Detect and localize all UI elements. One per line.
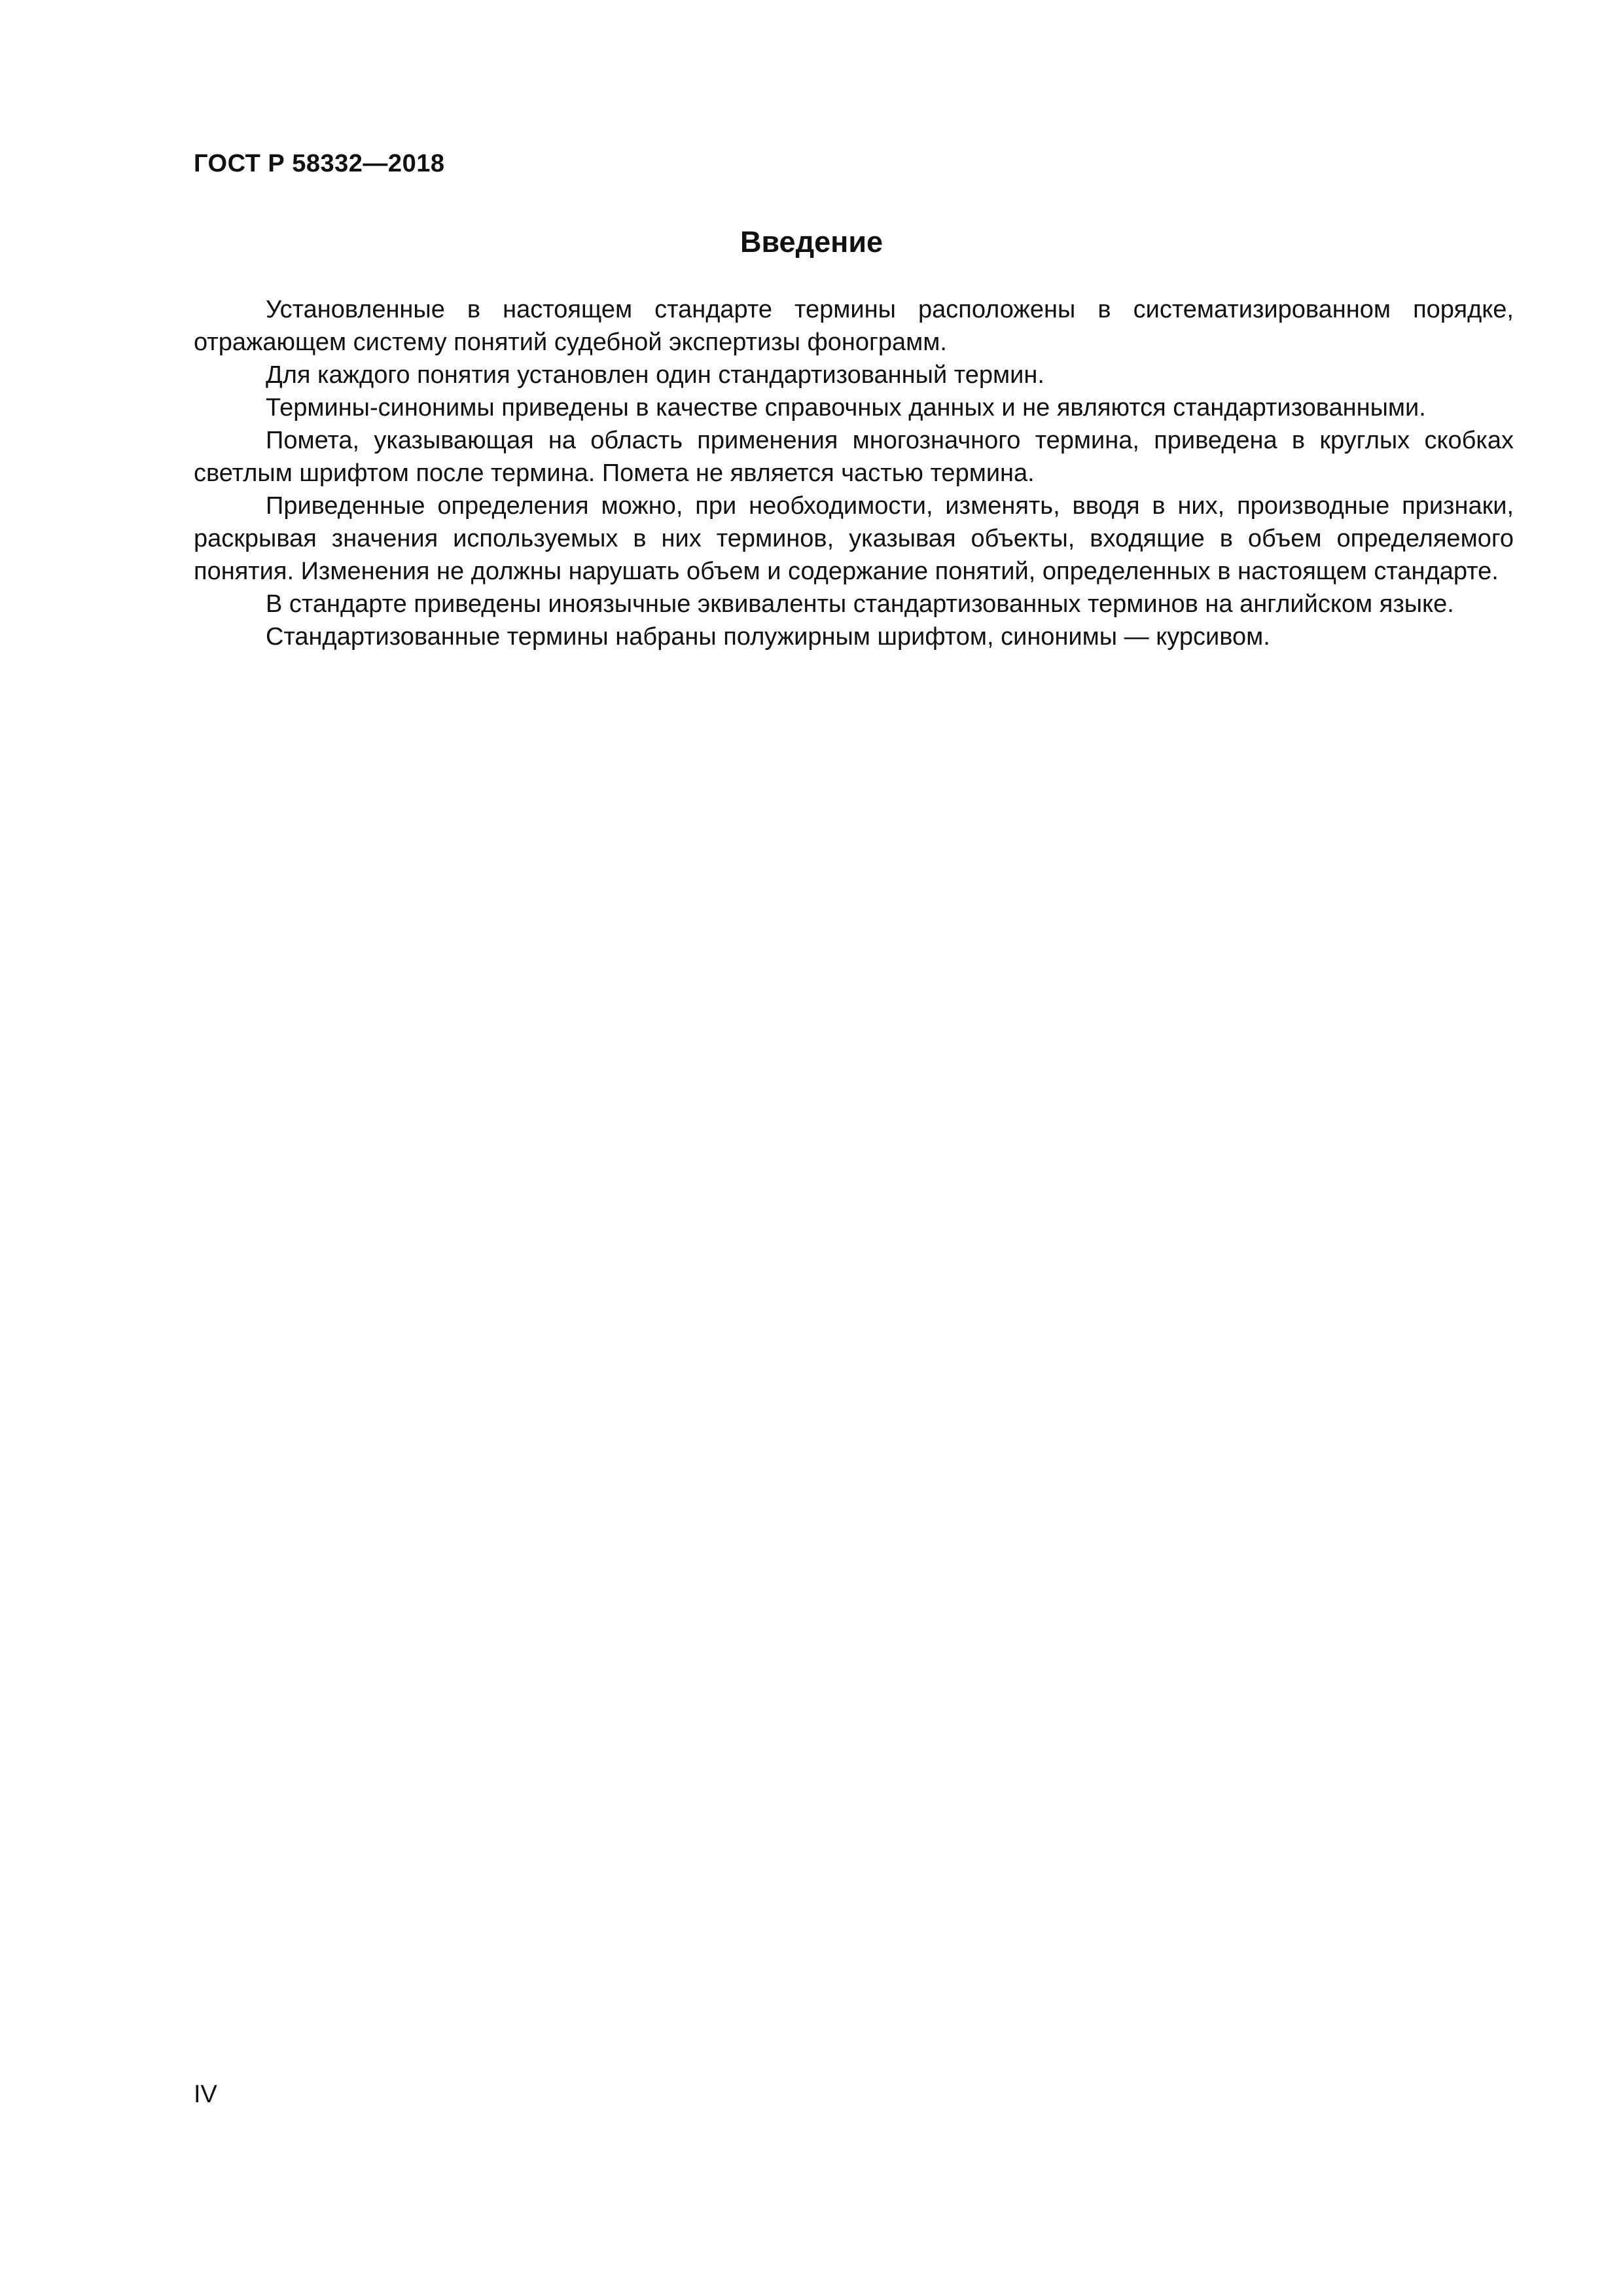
- paragraph: В стандарте приведены иноязычные эквиваленты стандартизованных терминов на английском языке.: [266, 590, 1454, 618]
- paragraph: Установленные в настоящем стандарте термины расположены в систематизированном порядке, отражающем систему понятий судебной экспертизы фонограмм.: [194, 296, 1514, 356]
- document-code: ГОСТ Р 58332—2018: [194, 150, 445, 177]
- paragraph: Стандартизованные термины набраны полужирным шрифтом, синонимы — курсивом.: [266, 623, 1270, 651]
- introduction-text: [194, 293, 1514, 653]
- section-title: Введение: [740, 225, 883, 259]
- paragraph: Приведенные определения можно, при необходимости, изменять, вводя в них, производные признаки, раскрывая значения используемых в них терминов, указывая объекты, входящие в объем определяемого понятия. Изменения не должны нарушать объем и содержание понятий, определенных в настоящем стандарте.: [194, 492, 1514, 585]
- page-number: IV: [194, 2081, 217, 2108]
- paragraph: Помета, указывающая на область применения многозначного термина, приведена в круглых скобках светлым шрифтом после термина. Помета не является частью термина.: [194, 427, 1514, 487]
- paragraph: Для каждого понятия установлен один стандартизованный термин.: [266, 361, 1044, 389]
- paragraph: Термины-синонимы приведены в качестве справочных данных и не являются стандартизованными.: [266, 394, 1426, 422]
